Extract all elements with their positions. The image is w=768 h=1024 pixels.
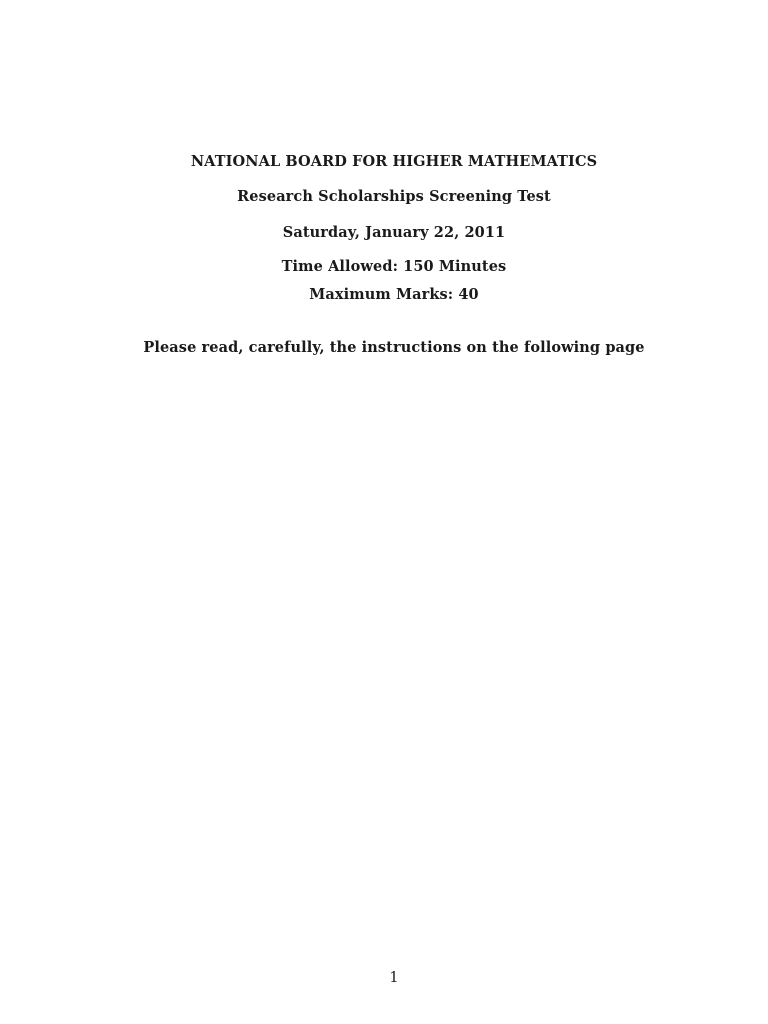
- time-allowed: Time Allowed: 150 Minutes: [281, 258, 507, 275]
- maximum-marks: Maximum Marks: 40: [309, 286, 479, 303]
- page-number: 1: [389, 970, 399, 986]
- board-name-heading: NATIONAL BOARD FOR HIGHER MATHEMATICS: [190, 153, 598, 170]
- test-date: Saturday, January 22, 2011: [282, 224, 506, 241]
- instruction-note: Please read, carefully, the instructions on the following page: [143, 339, 645, 356]
- test-name: Research Scholarships Screening Test: [237, 188, 551, 205]
